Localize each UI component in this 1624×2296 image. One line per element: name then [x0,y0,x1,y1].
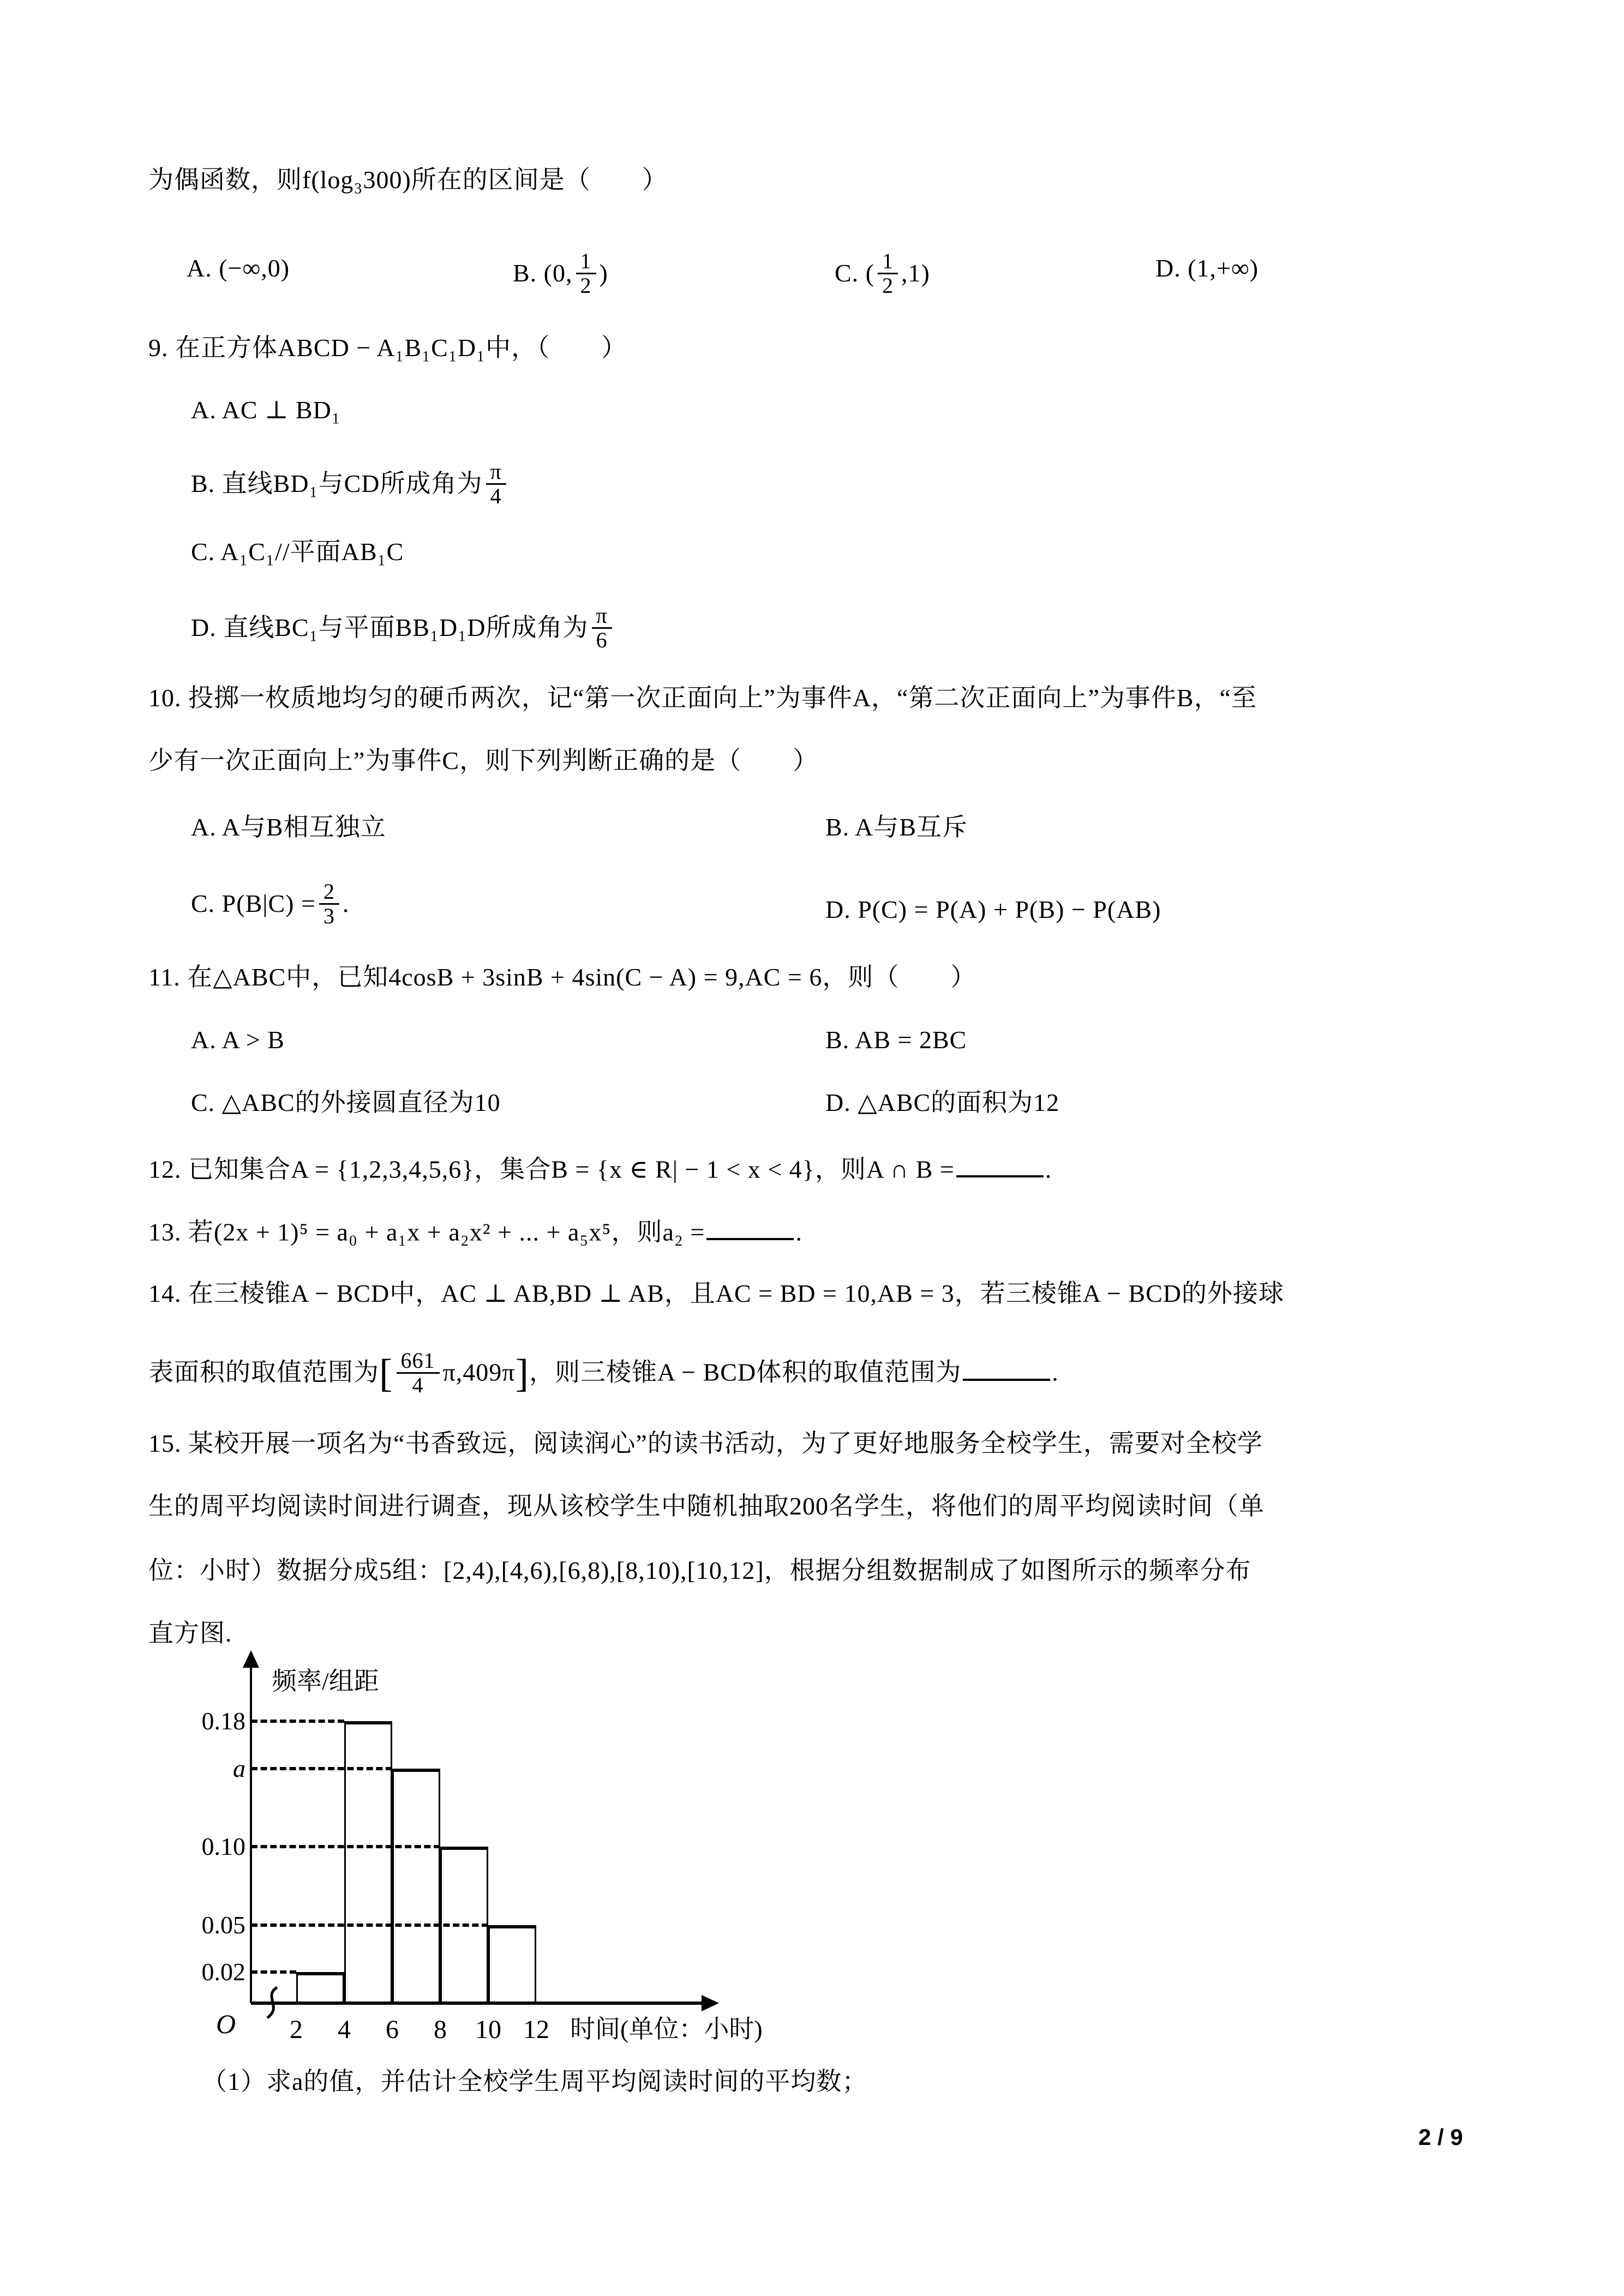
q11-option-d: D. △ABC的面积为12 [825,1089,1060,1116]
q10-option-b: B. A与B互斥 [825,813,968,841]
y-tick-label-0.18: 0.18 [201,1707,245,1735]
x-axis-arrow-icon [702,1995,719,2011]
y-axis-arrow-icon [243,1650,259,1668]
x-tick-label-10: 10 [475,2015,501,2044]
answer-blank [963,1352,1050,1380]
x-tick-label-6: 6 [386,2015,399,2044]
x-tick-label-2: 2 [290,2015,303,2044]
guide-dash-0.02 [251,1970,296,1974]
fraction: $\frac{2}{3}$ [319,880,339,928]
q11-option-c: C. △ABC的外接圆直径为10 [191,1089,501,1116]
q8-option-d: D. (1,+∞) [1155,254,1259,282]
q11-option-a: A. A > B [191,1026,285,1054]
q10-stem-line2: 少有一次正面向上”为事件C，则下列判断正确的是（ ） [148,747,819,774]
fraction: $\frac{\pi}{4}$ [486,460,506,508]
fraction: $\frac{661}{4}$ [397,1349,440,1397]
y-tick-label-0.05: 0.05 [201,1910,245,1939]
q11-option-b: B. AB = 2BC [825,1026,967,1054]
q9-option-a: A. AC ⊥ BD₁ [191,396,341,424]
q15-line1: 15. 某校开展一项名为“书香致远，阅读润心”的读书活动，为了更好地服务全校学生，需要对全校学 [148,1429,1263,1457]
histogram-bar-[10,12] [488,1925,536,2004]
x-tick-label-12: 12 [523,2015,549,2044]
frequency-histogram [164,1652,1118,2105]
axis-break-icon [261,1986,285,2020]
guide-dash-a [251,1767,392,1770]
y-axis-label: 频率/组距 [272,1667,379,1695]
fraction: $\frac{1}{2}$ [576,250,596,297]
origin-label: O [216,2009,236,2039]
q8-option-b: B. (0, $\frac{1}{2}$ ) [513,249,608,298]
q9-option-d: D. 直线BC₁与平面BB₁D₁D所成角为 $\frac{\pi}{6}$ [191,606,615,654]
q9-option-c: C. A₁C₁//平面AB₁C [191,538,404,566]
histogram-bar-[2,4) [296,1972,344,2003]
q10-option-d: D. P(C) = P(A) + P(B) − P(AB) [825,895,1161,923]
q14-line1: 14. 在三棱锥A − BCD中，AC ⊥ AB,BD ⊥ AB，且AC = BD = 10,AB = 3，若三棱锥A − BCD的外接球 [148,1279,1284,1307]
answer-blank [956,1149,1044,1177]
page-number: 2 / 9 [1418,2124,1463,2150]
q10-option-c: C. P(B|C) = $\frac{2}{3}$ . [191,879,350,928]
q13-stem: 13. 若(2x + 1)⁵ = a₀ + a₁x + a₂x² + ... + a₅x⁵，则a₂ = . [148,1212,802,1248]
q15-line2: 生的周平均阅读时间进行调查，现从该校学生中随机抽取200名学生，将他们的周平均阅读时间（单 [148,1492,1265,1520]
q15-line3: 位：小时）数据分成5组：[2,4),[4,6),[6,8),[8,10),[10,12]，根据分组数据制成了如图所示的频率分布 [148,1556,1251,1584]
q8-stem-continuation [148,164,668,196]
q10-stem-line1: 10. 投掷一枚质地均匀的硬币两次，记“第一次正面向上”为事件A，“第二次正面向上”为事件B，“至 [148,684,1257,712]
q8-stem-text: 为偶函数，则f(log₃300)所在的区间是（ ） [148,166,668,194]
histogram-bar-[4,6) [344,1721,392,2003]
y-tick-label-0.10: 0.10 [201,1832,245,1860]
guide-dash-0.05 [251,1924,488,1927]
q9-stem: 9. 在正方体ABCD − A₁B₁C₁D₁中，（ ） [148,334,627,362]
q10-option-a: A. A与B相互独立 [191,813,386,841]
y-tick-label-0.02: 0.02 [201,1957,245,1986]
q14-line2: 表面积的取值范围为[ $\frac{661}{4}$ π,409π]，则三棱锥A − BCD体积的取值范围为 . [148,1348,1059,1397]
answer-blank [706,1212,794,1240]
bracket-close: ] [515,1350,529,1395]
q15-line4: 直方图. [148,1619,232,1647]
q11-stem: 11. 在△ABC中，已知4cosB + 3sinB + 4sin(C − A) = 9,AC = 6，则（ ） [148,963,976,991]
q12-stem: 12. 已知集合A = {1,2,3,4,5,6}，集合B = {x ∈ R| − 1 < x < 4}，则A ∩ B = . [148,1149,1052,1186]
fraction: $\frac{1}{2}$ [878,250,898,297]
q8-option-a: A. (−∞,0) [187,254,290,282]
guide-dash-0.10 [251,1845,440,1848]
q9-option-b: B. 直线BD₁与CD所成角为 $\frac{\pi}{4}$ [191,462,510,510]
q15-subquestion-1: （1）求a的值，并估计全校学生周平均阅读时间的平均数； [202,2067,868,2095]
x-tick-label-8: 8 [434,2015,447,2044]
fraction: $\frac{\pi}{6}$ [592,604,612,652]
y-axis [250,1663,252,2003]
q8-option-c: C. ( $\frac{1}{2}$ ,1) [835,249,930,298]
x-tick-label-4: 4 [338,2015,351,2044]
y-tick-label-a: a [233,1754,245,1782]
x-axis-label: 时间(单位：小时) [570,2015,763,2043]
guide-dash-0.18 [251,1720,344,1723]
bracket-open: [ [379,1350,393,1395]
histogram-bar-[6,8) [392,1769,440,2004]
